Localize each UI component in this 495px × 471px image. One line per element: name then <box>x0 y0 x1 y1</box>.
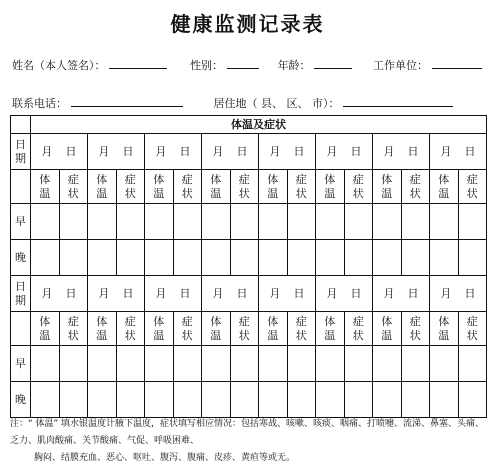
morning-entry-cell[interactable] <box>145 346 174 382</box>
day-label: 日 <box>407 144 419 158</box>
day-label: 日 <box>464 144 476 158</box>
evening-row <box>11 240 487 276</box>
temp-header <box>316 170 345 204</box>
evening-entry-cell[interactable] <box>259 382 288 418</box>
morning-entry-cell[interactable] <box>458 346 487 382</box>
morning-entry-cell[interactable] <box>430 346 459 382</box>
symptom-header-top: 症 <box>295 172 307 186</box>
evening-entry-cell[interactable] <box>259 240 288 276</box>
symptom-header-bottom: 状 <box>352 328 364 342</box>
date-cell[interactable] <box>202 134 259 170</box>
month-label: 月 <box>98 144 110 158</box>
symptom-header-top: 症 <box>352 314 364 328</box>
symptom-header-top: 症 <box>124 314 136 328</box>
morning-entry-cell[interactable] <box>259 346 288 382</box>
symptom-header-top: 症 <box>409 314 421 328</box>
evening-entry-cell[interactable] <box>401 382 430 418</box>
evening-entry-cell[interactable] <box>344 382 373 418</box>
evening-entry-cell[interactable] <box>458 240 487 276</box>
symptom-header-bottom: 状 <box>124 186 136 200</box>
day-label: 日 <box>236 286 248 300</box>
date-row <box>11 134 487 170</box>
temp-header-top: 体 <box>381 172 393 186</box>
day-label: 日 <box>65 144 77 158</box>
temp-header-bottom: 温 <box>438 328 450 342</box>
day-label: 日 <box>350 286 362 300</box>
symptom-header-bottom: 状 <box>466 186 478 200</box>
date-label <box>11 134 31 170</box>
evening-entry-cell[interactable] <box>116 382 145 418</box>
morning-entry-cell[interactable] <box>344 204 373 240</box>
symptom-header <box>344 170 373 204</box>
morning-entry-cell[interactable] <box>401 346 430 382</box>
symptom-header-bottom: 状 <box>124 328 136 342</box>
form-title: 健康监测记录表 <box>170 12 325 36</box>
morning-entry-cell[interactable] <box>173 346 202 382</box>
temp-header <box>88 170 117 204</box>
month-label: 月 <box>326 286 338 300</box>
morning-label: 早 <box>11 346 31 382</box>
temp-header <box>31 170 60 204</box>
symptom-header <box>59 170 88 204</box>
day-label: 日 <box>179 286 191 300</box>
evening-entry-cell[interactable] <box>173 382 202 418</box>
morning-entry-cell[interactable] <box>202 204 231 240</box>
phone-blank[interactable] <box>71 95 183 107</box>
temp-header-bottom: 温 <box>153 186 165 200</box>
temp-header-bottom: 温 <box>324 186 336 200</box>
morning-entry-cell[interactable] <box>401 204 430 240</box>
age-blank[interactable] <box>314 57 352 69</box>
footnote-line-2: 胸闷、结膜充血、恶心、呕吐、腹泻、腹痛、皮疹、黄疸等或无。 <box>34 453 296 463</box>
symptom-header <box>173 170 202 204</box>
temp-header-bottom: 温 <box>210 186 222 200</box>
morning-entry-cell[interactable] <box>145 204 174 240</box>
gender-label: 性别： <box>190 59 223 72</box>
symptom-header-bottom: 状 <box>238 186 250 200</box>
symptom-header <box>173 312 202 346</box>
symptom-header <box>116 170 145 204</box>
date-cell[interactable] <box>259 276 316 312</box>
temp-header <box>316 312 345 346</box>
morning-entry-cell[interactable] <box>31 346 60 382</box>
temp-header-bottom: 温 <box>210 328 222 342</box>
symptom-header-top: 症 <box>466 172 478 186</box>
symptom-header <box>401 170 430 204</box>
date-label-bottom: 期 <box>15 151 26 165</box>
month-label: 月 <box>269 286 281 300</box>
morning-entry-cell[interactable] <box>116 346 145 382</box>
date-label-top: 日 <box>15 279 26 293</box>
temp-header-top: 体 <box>324 172 336 186</box>
month-label: 月 <box>155 144 167 158</box>
symptom-header-top: 症 <box>409 172 421 186</box>
workplace-label: 工作单位： <box>373 59 428 72</box>
morning-entry-cell[interactable] <box>31 204 60 240</box>
month-label: 月 <box>383 286 395 300</box>
temp-header-top: 体 <box>267 172 279 186</box>
evening-entry-cell[interactable] <box>202 240 231 276</box>
temp-header <box>31 312 60 346</box>
evening-entry-cell[interactable] <box>145 382 174 418</box>
month-label: 月 <box>41 286 53 300</box>
temp-header <box>373 170 402 204</box>
symptom-header-bottom: 状 <box>409 328 421 342</box>
morning-entry-cell[interactable] <box>230 346 259 382</box>
symptom-header <box>458 170 487 204</box>
symptom-header <box>287 312 316 346</box>
evening-entry-cell[interactable] <box>59 240 88 276</box>
morning-entry-cell[interactable] <box>88 346 117 382</box>
symptom-header-bottom: 状 <box>352 186 364 200</box>
temp-header-top: 体 <box>210 314 222 328</box>
evening-entry-cell[interactable] <box>88 240 117 276</box>
symptom-header-top: 症 <box>124 172 136 186</box>
morning-row <box>11 204 487 240</box>
evening-entry-cell[interactable] <box>31 240 60 276</box>
day-label: 日 <box>122 286 134 300</box>
footnote <box>10 416 488 467</box>
symptom-header <box>401 312 430 346</box>
symptom-header-top: 症 <box>295 314 307 328</box>
date-cell[interactable] <box>31 276 88 312</box>
morning-entry-cell[interactable] <box>287 346 316 382</box>
month-label: 月 <box>383 144 395 158</box>
symptom-header <box>59 312 88 346</box>
symptom-header-top: 症 <box>181 314 193 328</box>
table-header-row <box>11 116 487 134</box>
temp-header-top: 体 <box>39 172 51 186</box>
symptom-header-bottom: 状 <box>238 328 250 342</box>
temp-header-bottom: 温 <box>96 186 108 200</box>
date-cell[interactable] <box>88 276 145 312</box>
morning-entry-cell[interactable] <box>230 204 259 240</box>
day-label: 日 <box>464 286 476 300</box>
temp-header <box>88 312 117 346</box>
month-label: 月 <box>212 144 224 158</box>
temp-header-bottom: 温 <box>96 328 108 342</box>
measure-header-row <box>11 170 487 204</box>
personal-info-row-2 <box>12 95 453 111</box>
age-label: 年龄： <box>277 59 311 72</box>
morning-entry-cell[interactable] <box>458 204 487 240</box>
temp-header <box>259 312 288 346</box>
morning-label: 早 <box>11 204 31 240</box>
temp-header-top: 体 <box>96 172 108 186</box>
temp-header-top: 体 <box>381 314 393 328</box>
address-label: 居住地（ 县、 区、 市）： <box>213 97 340 110</box>
month-label: 月 <box>98 286 110 300</box>
temp-header-top: 体 <box>153 314 165 328</box>
gender-blank[interactable] <box>227 57 259 69</box>
temp-header-top: 体 <box>438 314 450 328</box>
temp-header-bottom: 温 <box>267 186 279 200</box>
symptom-header-bottom: 状 <box>181 328 193 342</box>
evening-entry-cell[interactable] <box>373 382 402 418</box>
date-cell[interactable] <box>88 134 145 170</box>
symptom-header-bottom: 状 <box>466 328 478 342</box>
date-cell[interactable] <box>373 134 430 170</box>
evening-entry-cell[interactable] <box>59 382 88 418</box>
evening-entry-cell[interactable] <box>344 240 373 276</box>
symptom-header-top: 症 <box>238 172 250 186</box>
temp-header <box>373 312 402 346</box>
evening-entry-cell[interactable] <box>145 240 174 276</box>
month-label: 月 <box>440 144 452 158</box>
symptom-header-bottom: 状 <box>181 186 193 200</box>
temp-header-top: 体 <box>267 314 279 328</box>
temp-header <box>430 312 459 346</box>
morning-entry-cell[interactable] <box>344 346 373 382</box>
measure-header-row <box>11 312 487 346</box>
date-label-top: 日 <box>15 137 26 151</box>
symptom-header-bottom: 状 <box>295 328 307 342</box>
day-label: 日 <box>407 286 419 300</box>
name-blank[interactable] <box>109 57 167 69</box>
symptom-header-top: 症 <box>67 172 79 186</box>
temp-header <box>202 312 231 346</box>
temp-header-top: 体 <box>96 314 108 328</box>
day-label: 日 <box>236 144 248 158</box>
footnote-line-1: 注：“ 体温” 填水银温度计腋下温度，症状填写相应情况：包括寒战、咳嗽、咳痰、咽痛、打喷嚏、流涕、鼻塞、头痛、乏力、肌肉酸痛、关节酸痛、气促、呼吸困难、 <box>10 419 485 446</box>
date-cell[interactable] <box>31 134 88 170</box>
evening-entry-cell[interactable] <box>316 240 345 276</box>
evening-entry-cell[interactable] <box>202 382 231 418</box>
evening-entry-cell[interactable] <box>287 240 316 276</box>
phone-label: 联系电话： <box>12 97 67 110</box>
symptom-header-top: 症 <box>181 172 193 186</box>
evening-row <box>11 382 487 418</box>
day-label: 日 <box>179 144 191 158</box>
temp-header-bottom: 温 <box>153 328 165 342</box>
temp-header-bottom: 温 <box>438 186 450 200</box>
evening-entry-cell[interactable] <box>88 382 117 418</box>
date-cell[interactable] <box>316 134 373 170</box>
morning-row <box>11 346 487 382</box>
evening-entry-cell[interactable] <box>373 240 402 276</box>
symptom-header-top: 症 <box>466 314 478 328</box>
evening-entry-cell[interactable] <box>458 382 487 418</box>
symptom-header-top: 症 <box>67 314 79 328</box>
morning-entry-cell[interactable] <box>202 346 231 382</box>
temp-header-top: 体 <box>324 314 336 328</box>
temp-header-top: 体 <box>153 172 165 186</box>
symptom-header-bottom: 状 <box>295 186 307 200</box>
month-label: 月 <box>269 144 281 158</box>
temp-header <box>259 170 288 204</box>
evening-label: 晚 <box>11 382 31 418</box>
evening-entry-cell[interactable] <box>31 382 60 418</box>
date-label <box>11 276 31 312</box>
evening-entry-cell[interactable] <box>287 382 316 418</box>
symptom-header <box>230 170 259 204</box>
temp-header-bottom: 温 <box>324 328 336 342</box>
temp-header-bottom: 温 <box>39 328 51 342</box>
evening-entry-cell[interactable] <box>230 382 259 418</box>
morning-entry-cell[interactable] <box>373 204 402 240</box>
date-row <box>11 276 487 312</box>
temp-header-bottom: 温 <box>381 186 393 200</box>
symptom-header-bottom: 状 <box>409 186 421 200</box>
evening-entry-cell[interactable] <box>430 240 459 276</box>
morning-entry-cell[interactable] <box>59 204 88 240</box>
morning-entry-cell[interactable] <box>287 204 316 240</box>
morning-entry-cell[interactable] <box>88 204 117 240</box>
morning-entry-cell[interactable] <box>316 204 345 240</box>
temp-header-bottom: 温 <box>267 328 279 342</box>
morning-entry-cell[interactable] <box>259 204 288 240</box>
evening-label: 晚 <box>11 240 31 276</box>
temp-header <box>430 170 459 204</box>
symptom-header <box>116 312 145 346</box>
temp-header-top: 体 <box>39 314 51 328</box>
date-cell[interactable] <box>145 134 202 170</box>
date-label-bottom: 期 <box>15 293 26 307</box>
evening-entry-cell[interactable] <box>316 382 345 418</box>
day-label: 日 <box>65 286 77 300</box>
month-label: 月 <box>326 144 338 158</box>
temp-header-bottom: 温 <box>39 186 51 200</box>
temp-header <box>145 170 174 204</box>
symptom-header <box>287 170 316 204</box>
table-header: 体温及症状 <box>31 116 487 134</box>
symptom-header-bottom: 状 <box>67 328 79 342</box>
evening-entry-cell[interactable] <box>230 240 259 276</box>
evening-entry-cell[interactable] <box>401 240 430 276</box>
morning-entry-cell[interactable] <box>430 204 459 240</box>
temp-header <box>202 170 231 204</box>
temp-header <box>145 312 174 346</box>
month-label: 月 <box>41 144 53 158</box>
month-label: 月 <box>155 286 167 300</box>
day-label: 日 <box>122 144 134 158</box>
symptom-header <box>230 312 259 346</box>
date-cell[interactable] <box>430 276 487 312</box>
day-label: 日 <box>293 144 305 158</box>
symptom-header-bottom: 状 <box>67 186 79 200</box>
date-cell[interactable] <box>373 276 430 312</box>
temp-header-top: 体 <box>210 172 222 186</box>
morning-entry-cell[interactable] <box>116 204 145 240</box>
date-cell[interactable] <box>430 134 487 170</box>
evening-entry-cell[interactable] <box>430 382 459 418</box>
month-label: 月 <box>212 286 224 300</box>
date-cell[interactable] <box>316 276 373 312</box>
temp-header-bottom: 温 <box>381 328 393 342</box>
date-cell[interactable] <box>259 134 316 170</box>
symptom-header-top: 症 <box>352 172 364 186</box>
name-label: 姓名（本人签名）： <box>12 59 106 72</box>
date-cell[interactable] <box>202 276 259 312</box>
address-blank[interactable] <box>343 95 453 107</box>
morning-entry-cell[interactable] <box>59 346 88 382</box>
morning-entry-cell[interactable] <box>373 346 402 382</box>
personal-info-row-1 <box>12 57 482 73</box>
morning-entry-cell[interactable] <box>173 204 202 240</box>
morning-entry-cell[interactable] <box>316 346 345 382</box>
month-label: 月 <box>440 286 452 300</box>
symptom-header <box>344 312 373 346</box>
workplace-blank[interactable] <box>432 57 482 69</box>
day-label: 日 <box>293 286 305 300</box>
health-record-table <box>10 115 487 418</box>
evening-entry-cell[interactable] <box>173 240 202 276</box>
symptom-header-top: 症 <box>238 314 250 328</box>
symptom-header <box>458 312 487 346</box>
evening-entry-cell[interactable] <box>116 240 145 276</box>
date-cell[interactable] <box>145 276 202 312</box>
temp-header-top: 体 <box>438 172 450 186</box>
day-label: 日 <box>350 144 362 158</box>
